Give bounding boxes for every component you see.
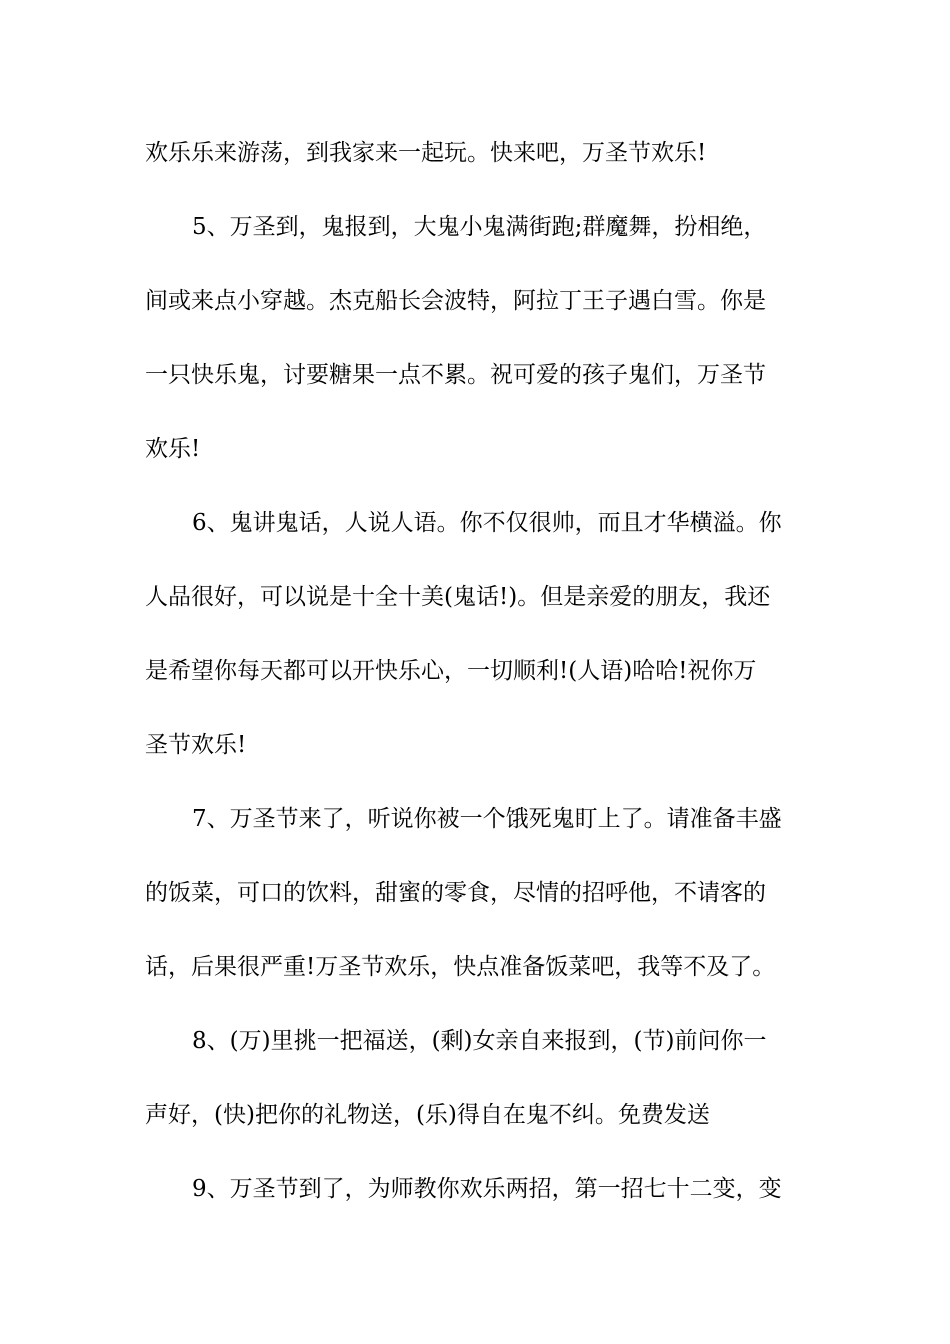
text-line-4: 一只快乐鬼，讨要糖果一点不累。祝可爱的孩子鬼们，万圣节 <box>145 362 766 388</box>
text-line-15: 9、万圣节到了，为师教你欢乐两招，第一招七十二变，变 <box>192 1176 782 1202</box>
text-line-12: 话，后果很严重!万圣节欢乐，快点准备饭菜吧，我等不及了。 <box>145 954 776 980</box>
text-line-1: 欢乐乐来游荡，到我家来一起玩。快来吧，万圣节欢乐! <box>145 140 707 166</box>
text-line-9: 圣节欢乐! <box>145 732 247 758</box>
text-line-10: 7、万圣节来了，听说你被一个饿死鬼盯上了。请准备丰盛 <box>192 806 782 832</box>
text-line-5: 欢乐! <box>145 436 201 462</box>
text-line-2: 5、万圣到，鬼报到，大鬼小鬼满街跑;群魔舞，扮相绝， <box>192 214 767 240</box>
text-line-3: 间或来点小穿越。杰克船长会波特，阿拉丁王子遇白雪。你是 <box>145 288 766 314</box>
text-line-14: 声好，(快)把你的礼物送，(乐)得自在鬼不纠。免费发送 <box>145 1102 710 1128</box>
text-line-8: 是希望你每天都可以开快乐心，一切顺利!(人语)哈哈!祝你万 <box>145 658 757 684</box>
text-line-7: 人品很好，可以说是十全十美(鬼话!)。但是亲爱的朋友，我还 <box>145 584 771 610</box>
text-line-6: 6、鬼讲鬼话，人说人语。你不仅很帅，而且才华横溢。你 <box>192 510 782 536</box>
text-line-13: 8、(万)里挑一把福送，(剩)女亲自来报到，(节)前问你一 <box>192 1028 767 1054</box>
text-line-11: 的饭菜，可口的饮料，甜蜜的零食，尽情的招呼他，不请客的 <box>145 880 766 906</box>
